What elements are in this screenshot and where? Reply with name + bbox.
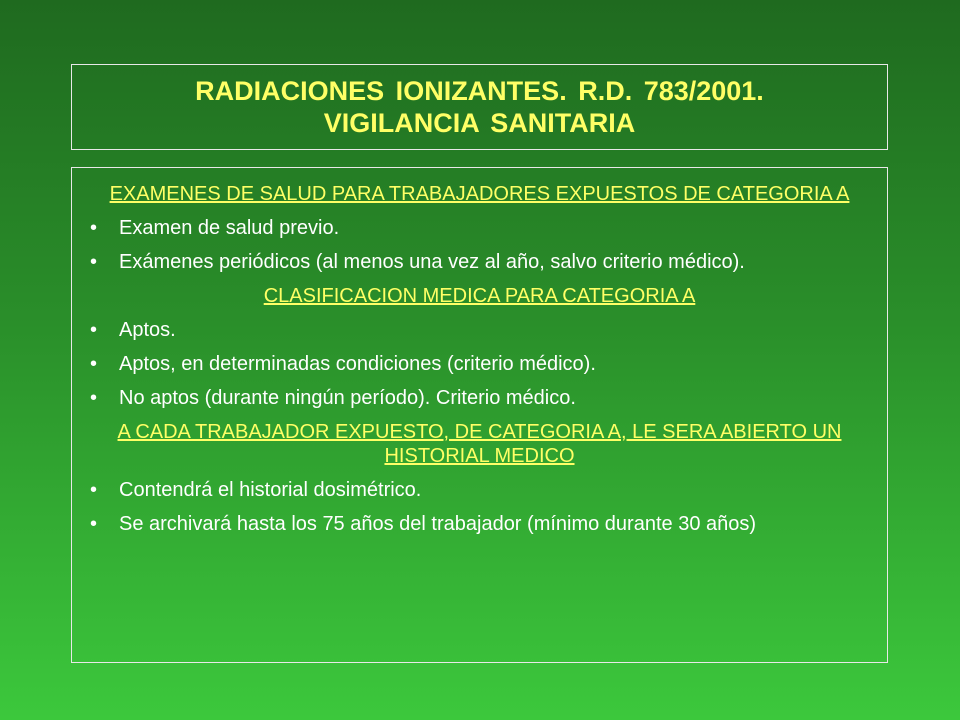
bullet-icon: • <box>90 353 98 375</box>
bullet-text: Examen de salud previo. <box>119 217 340 239</box>
section-heading-historial: A CADA TRABAJADOR EXPUESTO, DE CATEGORIA A, LE SERA ABIERTO UN HISTORIAL MEDICO <box>117 421 842 467</box>
bullet-item <box>90 318 869 342</box>
bullet-item <box>90 386 869 410</box>
bullet-item <box>90 512 869 536</box>
bullet-text: No aptos (durante ningún período). Criterio médico. <box>119 387 576 409</box>
bullet-item <box>90 216 869 240</box>
slide-title-line-2: VIGILANCIA SANITARIA <box>323 108 636 138</box>
bullet-icon: • <box>90 217 98 239</box>
bullet-icon: • <box>90 251 98 273</box>
bullet-text: Aptos. <box>119 319 176 341</box>
section-heading-examenes: EXAMENES DE SALUD PARA TRABAJADORES EXPUESTOS DE CATEGORIA A <box>109 183 850 205</box>
bullet-icon: • <box>90 387 98 409</box>
slide-title-box <box>71 64 888 150</box>
bullet-icon: • <box>90 479 98 501</box>
bullet-icon: • <box>90 319 98 341</box>
bullet-item <box>90 250 869 274</box>
bullet-item <box>90 478 869 502</box>
section-heading-clasificacion: CLASIFICACION MEDICA PARA CATEGORIA A <box>263 285 696 307</box>
bullet-text: Contendrá el historial dosimétrico. <box>119 479 422 501</box>
bullet-text: Se archivará hasta los 75 años del trabajador (mínimo durante 30 años) <box>119 513 757 535</box>
bullet-item <box>90 352 869 376</box>
slide-title-line-1: RADIACIONES IONIZANTES. R.D. 783/2001. <box>195 76 764 106</box>
slide-content-box <box>71 167 888 663</box>
bullet-text: Aptos, en determinadas condiciones (criterio médico). <box>119 353 596 375</box>
bullet-icon: • <box>90 513 98 535</box>
bullet-text: Exámenes periódicos (al menos una vez al año, salvo criterio médico). <box>119 251 745 273</box>
